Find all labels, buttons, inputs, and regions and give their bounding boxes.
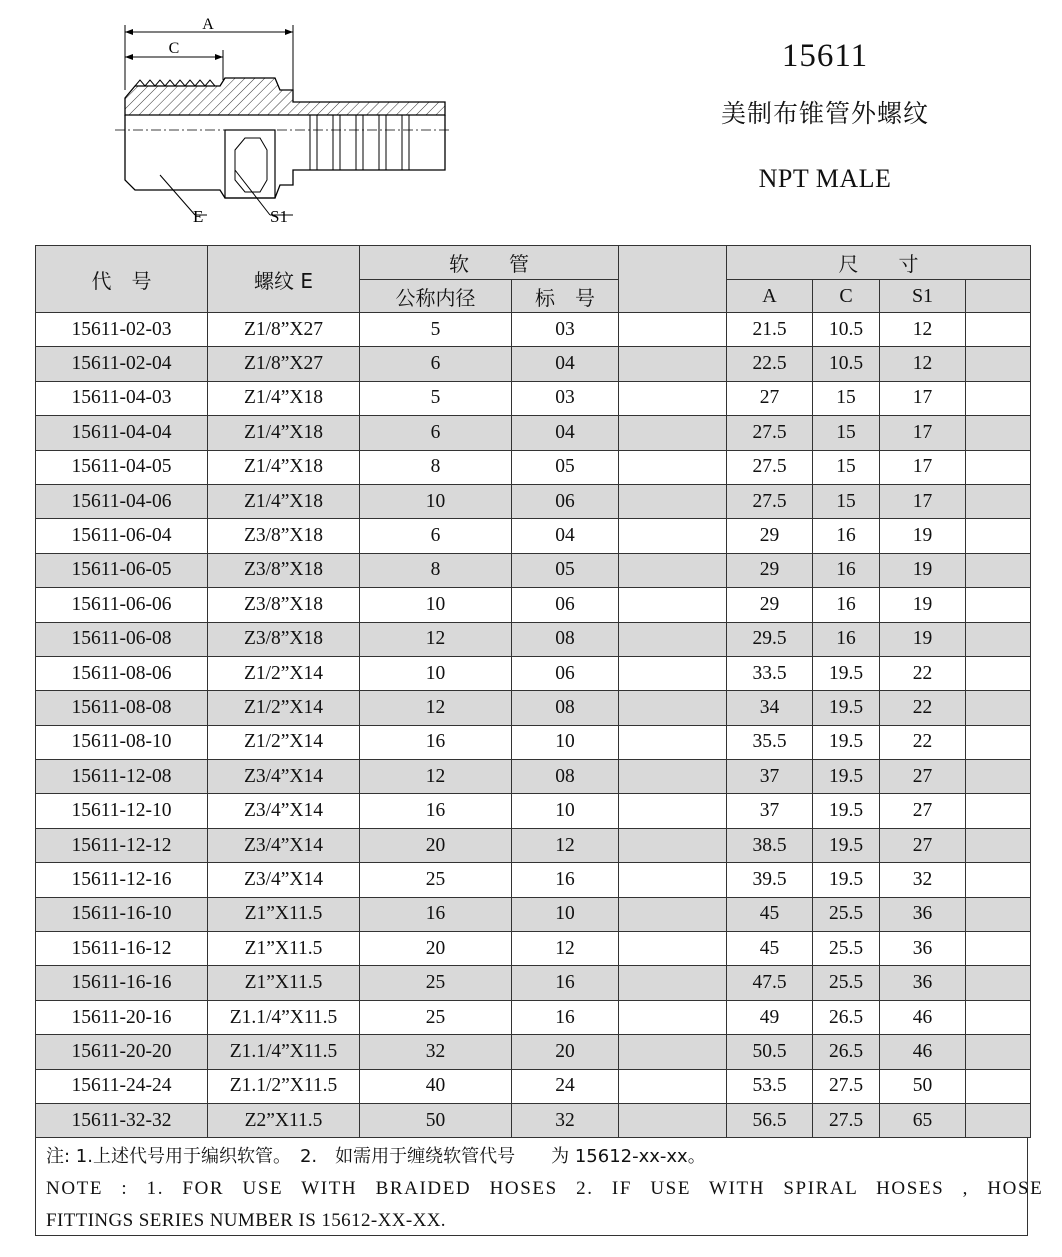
cell-a: 53.5 (727, 1069, 813, 1103)
dimension-a-label: A (202, 16, 214, 33)
cell-mark: 03 (512, 313, 619, 347)
cell-blank (619, 313, 727, 347)
note-english-line-2: FITTINGS SERIES NUMBER IS 15612-XX-XX. (46, 1210, 446, 1231)
cell-blank (966, 1000, 1031, 1034)
cell-code: 15611-12-08 (36, 760, 208, 794)
cell-s1: 17 (880, 484, 966, 518)
cell-code: 15611-32-32 (36, 1103, 208, 1137)
cell-thread: Z1/2”X14 (208, 725, 360, 759)
cell-code: 15611-06-08 (36, 622, 208, 656)
cell-mark: 10 (512, 725, 619, 759)
cell-thread: Z1/2”X14 (208, 691, 360, 725)
cell-c: 19.5 (813, 691, 880, 725)
cell-dn: 6 (360, 416, 512, 450)
cell-code: 15611-04-05 (36, 450, 208, 484)
cell-dn: 40 (360, 1069, 512, 1103)
cell-a: 33.5 (727, 656, 813, 690)
table-row (36, 347, 1031, 381)
cell-code: 15611-02-04 (36, 347, 208, 381)
cell-mark: 06 (512, 484, 619, 518)
cell-thread: Z3/4”X14 (208, 863, 360, 897)
cell-thread: Z3/8”X18 (208, 519, 360, 553)
note-chinese: 注: 1.上述代号用于编织软管。 2. 如需用于缠绕软管代号 为 15612-xx-xx。 (46, 1146, 706, 1167)
cell-a: 29 (727, 519, 813, 553)
cell-blank (619, 553, 727, 587)
cell-blank (619, 932, 727, 966)
header-a: A (727, 280, 813, 313)
cell-blank (966, 1035, 1031, 1069)
cell-mark: 06 (512, 588, 619, 622)
cell-blank (619, 1103, 727, 1137)
cell-a: 21.5 (727, 313, 813, 347)
cell-dn: 25 (360, 863, 512, 897)
cell-dn: 10 (360, 588, 512, 622)
cell-dn: 25 (360, 966, 512, 1000)
cell-thread: Z1.1/2”X11.5 (208, 1069, 360, 1103)
cell-dn: 10 (360, 656, 512, 690)
header-hose: 软 管 (360, 246, 619, 280)
cell-blank (966, 519, 1031, 553)
cell-mark: 08 (512, 691, 619, 725)
table-row (36, 760, 1031, 794)
cell-blank (619, 381, 727, 415)
cell-c: 19.5 (813, 725, 880, 759)
cell-code: 15611-08-08 (36, 691, 208, 725)
cell-c: 26.5 (813, 1000, 880, 1034)
cell-mark: 24 (512, 1069, 619, 1103)
table-row (36, 1069, 1031, 1103)
cell-a: 27.5 (727, 484, 813, 518)
cell-s1: 12 (880, 313, 966, 347)
cell-dn: 8 (360, 450, 512, 484)
cell-blank (966, 553, 1031, 587)
table-row (36, 519, 1031, 553)
cell-blank (966, 760, 1031, 794)
cell-code: 15611-12-16 (36, 863, 208, 897)
header-hose-id: 公称内径 (360, 280, 512, 313)
cell-code: 15611-04-04 (36, 416, 208, 450)
cell-s1: 36 (880, 932, 966, 966)
table-row (36, 1000, 1031, 1034)
table-row (36, 897, 1031, 931)
cell-dn: 16 (360, 725, 512, 759)
table-row (36, 381, 1031, 415)
cell-a: 37 (727, 794, 813, 828)
notes (35, 1137, 1044, 1236)
cell-s1: 17 (880, 450, 966, 484)
cell-thread: Z3/8”X18 (208, 588, 360, 622)
cell-thread: Z1/8”X27 (208, 347, 360, 381)
part-number: 15611 (781, 38, 869, 74)
cell-blank (966, 656, 1031, 690)
cell-blank (619, 828, 727, 862)
cell-thread: Z1/4”X18 (208, 381, 360, 415)
cell-blank (619, 725, 727, 759)
cell-blank (619, 897, 727, 931)
cell-s1: 17 (880, 416, 966, 450)
cell-c: 19.5 (813, 863, 880, 897)
label-s1: S1 (270, 207, 288, 226)
cell-blank (966, 450, 1031, 484)
cell-blank (619, 691, 727, 725)
cell-a: 50.5 (727, 1035, 813, 1069)
cell-blank (966, 794, 1031, 828)
cell-a: 47.5 (727, 966, 813, 1000)
table-row (36, 932, 1031, 966)
cell-code: 15611-08-10 (36, 725, 208, 759)
cell-blank (619, 588, 727, 622)
cell-code: 15611-04-03 (36, 381, 208, 415)
cell-s1: 22 (880, 656, 966, 690)
cell-blank (966, 1069, 1031, 1103)
cell-s1: 36 (880, 897, 966, 931)
cell-c: 25.5 (813, 932, 880, 966)
table-row (36, 656, 1031, 690)
cell-code: 15611-16-12 (36, 932, 208, 966)
cell-c: 27.5 (813, 1069, 880, 1103)
cell-thread: Z3/4”X14 (208, 760, 360, 794)
cell-c: 15 (813, 484, 880, 518)
table-row (36, 450, 1031, 484)
cell-mark: 12 (512, 828, 619, 862)
cell-mark: 16 (512, 1000, 619, 1034)
cell-code: 15611-04-06 (36, 484, 208, 518)
cell-thread: Z1”X11.5 (208, 932, 360, 966)
cell-code: 15611-06-05 (36, 553, 208, 587)
cell-dn: 10 (360, 484, 512, 518)
cell-blank (619, 519, 727, 553)
cell-dn: 20 (360, 932, 512, 966)
cell-code: 15611-20-20 (36, 1035, 208, 1069)
title-english: NPT MALE (758, 164, 892, 193)
header-c: C (813, 280, 880, 313)
cell-c: 16 (813, 519, 880, 553)
cell-blank (619, 622, 727, 656)
cell-code: 15611-06-04 (36, 519, 208, 553)
cell-mark: 04 (512, 519, 619, 553)
cell-c: 27.5 (813, 1103, 880, 1137)
cell-thread: Z3/4”X14 (208, 828, 360, 862)
header-code: 代 号 (36, 246, 208, 313)
cell-c: 16 (813, 553, 880, 587)
cell-s1: 65 (880, 1103, 966, 1137)
cell-s1: 27 (880, 828, 966, 862)
cell-blank (619, 450, 727, 484)
table-row (36, 553, 1031, 587)
table-row (36, 691, 1031, 725)
cell-dn: 6 (360, 519, 512, 553)
table-row (36, 1103, 1031, 1137)
cell-c: 15 (813, 416, 880, 450)
cell-s1: 27 (880, 760, 966, 794)
cell-mark: 06 (512, 656, 619, 690)
cell-blank (619, 1035, 727, 1069)
cell-blank (966, 347, 1031, 381)
cell-blank (966, 691, 1031, 725)
cell-blank (966, 828, 1031, 862)
cell-dn: 12 (360, 691, 512, 725)
cell-s1: 12 (880, 347, 966, 381)
cell-a: 49 (727, 1000, 813, 1034)
cell-s1: 36 (880, 966, 966, 1000)
cell-thread: Z2”X11.5 (208, 1103, 360, 1137)
cell-blank (966, 1103, 1031, 1137)
cell-s1: 27 (880, 794, 966, 828)
dimension-c-label: C (168, 40, 180, 57)
cell-code: 15611-20-16 (36, 1000, 208, 1034)
cell-thread: Z1.1/4”X11.5 (208, 1000, 360, 1034)
cell-code: 15611-02-03 (36, 313, 208, 347)
cell-s1: 46 (880, 1035, 966, 1069)
cell-s1: 32 (880, 863, 966, 897)
cell-blank (966, 932, 1031, 966)
cell-mark: 05 (512, 450, 619, 484)
cell-c: 15 (813, 450, 880, 484)
cell-blank (966, 381, 1031, 415)
cell-a: 22.5 (727, 347, 813, 381)
cell-blank (966, 966, 1031, 1000)
cell-mark: 10 (512, 794, 619, 828)
cell-dn: 5 (360, 381, 512, 415)
cell-a: 27.5 (727, 450, 813, 484)
cell-blank (966, 622, 1031, 656)
cell-thread: Z1/4”X18 (208, 450, 360, 484)
cell-blank (966, 313, 1031, 347)
cell-a: 29 (727, 553, 813, 587)
cell-dn: 16 (360, 794, 512, 828)
cell-a: 56.5 (727, 1103, 813, 1137)
cell-code: 15611-16-10 (36, 897, 208, 931)
cell-code: 15611-06-06 (36, 588, 208, 622)
header-s1: S1 (880, 280, 966, 313)
cell-a: 45 (727, 897, 813, 931)
cell-s1: 46 (880, 1000, 966, 1034)
cell-code: 15611-16-16 (36, 966, 208, 1000)
cell-mark: 04 (512, 347, 619, 381)
cell-mark: 04 (512, 416, 619, 450)
table-row (36, 622, 1031, 656)
cell-blank (619, 1069, 727, 1103)
cell-dn: 32 (360, 1035, 512, 1069)
table-body (36, 313, 1031, 1138)
cell-c: 10.5 (813, 347, 880, 381)
header-size: 尺 寸 (727, 246, 1031, 280)
cell-mark: 05 (512, 553, 619, 587)
cell-dn: 12 (360, 622, 512, 656)
cell-dn: 5 (360, 313, 512, 347)
cell-thread: Z3/4”X14 (208, 794, 360, 828)
cell-c: 19.5 (813, 656, 880, 690)
cell-c: 15 (813, 381, 880, 415)
cell-thread: Z1”X11.5 (208, 966, 360, 1000)
cell-dn: 20 (360, 828, 512, 862)
cell-a: 37 (727, 760, 813, 794)
cell-code: 15611-08-06 (36, 656, 208, 690)
table-row (36, 1035, 1031, 1069)
cell-c: 16 (813, 622, 880, 656)
table-row (36, 966, 1031, 1000)
table-row (36, 794, 1031, 828)
cell-blank (619, 1000, 727, 1034)
cell-dn: 25 (360, 1000, 512, 1034)
cell-a: 38.5 (727, 828, 813, 862)
table-row (36, 313, 1031, 347)
cell-blank (619, 966, 727, 1000)
cell-thread: Z1/4”X18 (208, 416, 360, 450)
cell-s1: 19 (880, 588, 966, 622)
cell-dn: 6 (360, 347, 512, 381)
cell-mark: 03 (512, 381, 619, 415)
cell-s1: 17 (880, 381, 966, 415)
cell-c: 10.5 (813, 313, 880, 347)
table-row (36, 863, 1031, 897)
cell-s1: 19 (880, 622, 966, 656)
cell-blank (619, 794, 727, 828)
cell-c: 16 (813, 588, 880, 622)
cell-a: 45 (727, 932, 813, 966)
cell-s1: 19 (880, 553, 966, 587)
cell-thread: Z1/2”X14 (208, 656, 360, 690)
cell-s1: 50 (880, 1069, 966, 1103)
cell-thread: Z1/8”X27 (208, 313, 360, 347)
cell-a: 29.5 (727, 622, 813, 656)
cell-s1: 22 (880, 691, 966, 725)
cell-a: 29 (727, 588, 813, 622)
cell-a: 34 (727, 691, 813, 725)
cell-c: 19.5 (813, 828, 880, 862)
cell-s1: 19 (880, 519, 966, 553)
cell-c: 25.5 (813, 966, 880, 1000)
cell-c: 19.5 (813, 760, 880, 794)
spec-table (35, 245, 1031, 1138)
note-english-line-1: NOTE : 1. FOR USE WITH BRAIDED HOSES 2. IF USE WITH SPIRAL HOSES , HOSE (46, 1178, 1044, 1199)
cell-s1: 22 (880, 725, 966, 759)
cell-code: 15611-24-24 (36, 1069, 208, 1103)
label-e: E (193, 207, 204, 226)
fitting-drawing (95, 10, 455, 235)
cell-blank (619, 760, 727, 794)
header-thread: 螺纹 E (208, 246, 360, 313)
table-header (36, 246, 1031, 313)
cell-code: 15611-12-10 (36, 794, 208, 828)
cell-c: 19.5 (813, 794, 880, 828)
cell-c: 26.5 (813, 1035, 880, 1069)
cell-thread: Z1/4”X18 (208, 484, 360, 518)
cell-dn: 50 (360, 1103, 512, 1137)
cell-c: 25.5 (813, 897, 880, 931)
cell-dn: 8 (360, 553, 512, 587)
cell-thread: Z3/8”X18 (208, 622, 360, 656)
table-row (36, 588, 1031, 622)
cell-a: 39.5 (727, 863, 813, 897)
cell-a: 27.5 (727, 416, 813, 450)
cell-blank (619, 863, 727, 897)
title-chinese: 美制布锥管外螺纹 (720, 99, 929, 128)
cell-a: 27 (727, 381, 813, 415)
cell-mark: 16 (512, 863, 619, 897)
table-row (36, 484, 1031, 518)
cell-thread: Z1.1/4”X11.5 (208, 1035, 360, 1069)
cell-mark: 10 (512, 897, 619, 931)
cell-thread: Z1”X11.5 (208, 897, 360, 931)
cell-blank (966, 897, 1031, 931)
cell-a: 35.5 (727, 725, 813, 759)
cell-dn: 16 (360, 897, 512, 931)
table-row (36, 828, 1031, 862)
cell-blank (966, 416, 1031, 450)
cell-mark: 20 (512, 1035, 619, 1069)
cell-blank (619, 484, 727, 518)
cell-thread: Z3/8”X18 (208, 553, 360, 587)
header-hose-mark: 标 号 (512, 280, 619, 313)
cell-code: 15611-12-12 (36, 828, 208, 862)
cell-blank (966, 484, 1031, 518)
table-row (36, 725, 1031, 759)
cell-blank (966, 725, 1031, 759)
header-blank-2 (966, 280, 1031, 313)
table-row (36, 416, 1031, 450)
cell-mark: 32 (512, 1103, 619, 1137)
cell-mark: 16 (512, 966, 619, 1000)
cell-blank (619, 416, 727, 450)
header-blank (619, 246, 727, 313)
cell-blank (619, 347, 727, 381)
cell-mark: 08 (512, 622, 619, 656)
cell-blank (966, 863, 1031, 897)
cell-blank (619, 656, 727, 690)
cell-mark: 12 (512, 932, 619, 966)
cell-blank (966, 588, 1031, 622)
cell-dn: 12 (360, 760, 512, 794)
cell-mark: 08 (512, 760, 619, 794)
